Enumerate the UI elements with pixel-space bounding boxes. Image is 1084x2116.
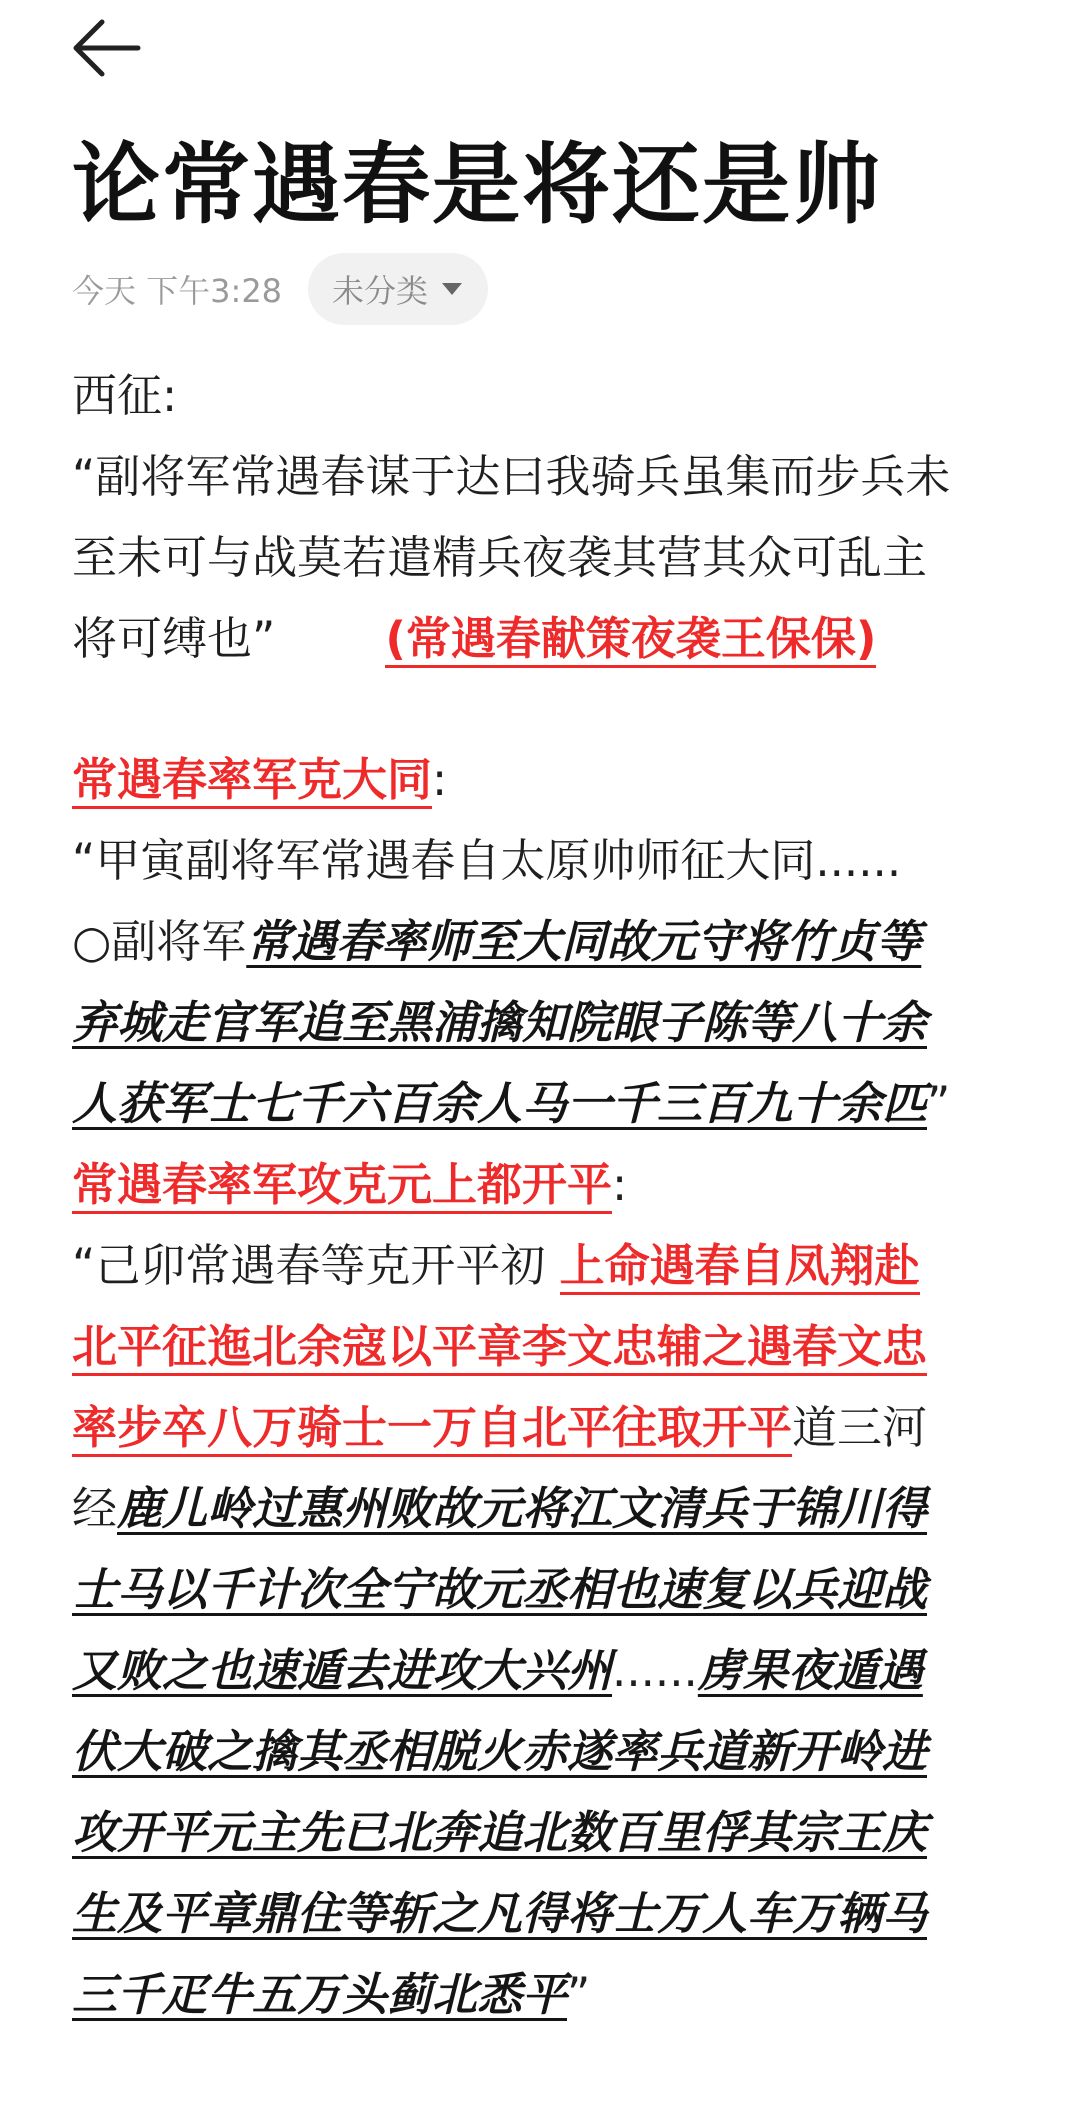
red-heading: 常遇春率军攻克元上都开平 <box>72 1158 612 1214</box>
body-line <box>72 1792 1022 1873</box>
quote-text: ” <box>927 1077 951 1130</box>
category-label: 未分类 <box>332 272 429 310</box>
red-highlight: 北平征迤北余寇以平章李文忠辅之遇春文忠 <box>72 1320 927 1376</box>
colon-text: : <box>432 753 448 806</box>
body-line <box>72 901 1022 982</box>
body-line <box>72 1468 1022 1549</box>
red-highlight: 上命遇春自凤翔赴 <box>560 1239 920 1295</box>
body-line <box>72 1063 1022 1144</box>
quote-text: “副将军常遇春谋于达曰我骑兵虽集而步兵未 <box>72 450 951 503</box>
note-body[interactable] <box>72 355 1022 2035</box>
triangle-down-icon <box>442 283 462 295</box>
body-line <box>72 982 1022 1063</box>
emphasis-text: 弃城走官军追至黑浦擒知院眼子陈等八十余 <box>72 996 928 1049</box>
section-heading: 西征: <box>72 369 178 422</box>
emphasis-text: 伏大破之擒其丞相脱火赤遂率兵道新开岭进 <box>72 1725 928 1778</box>
body-line <box>72 436 1022 517</box>
note-timestamp: 今天 下午3:28 <box>72 272 283 310</box>
red-heading: 常遇春率军克大同 <box>72 753 432 809</box>
quote-text: “己卯常遇春等克开平初 <box>72 1239 560 1292</box>
quote-text: ...... <box>612 1644 698 1697</box>
arrow-left-icon <box>68 14 148 82</box>
emphasis-text: 又败之也速遁去进攻大兴州 <box>72 1644 613 1697</box>
body-line <box>72 820 1022 901</box>
emphasis-text: 常遇春率师至大同故元守将竹贞等 <box>246 915 922 968</box>
emphasis-text: 生及平章鼎住等斩之凡得将士万人车万辆马 <box>72 1887 928 1940</box>
quote-text: 至未可与战莫若遣精兵夜袭其营其众可乱主 <box>72 531 928 584</box>
emphasis-text: 三千疋牛五万头蓟北悉平 <box>72 1968 568 2021</box>
body-line <box>72 598 1022 679</box>
body-line <box>72 517 1022 598</box>
red-annotation: (常遇春献策夜袭王保保) <box>385 612 876 668</box>
body-line <box>72 1387 1022 1468</box>
emphasis-text: 攻开平元主先已北奔追北数百里俘其宗王庆 <box>72 1806 928 1859</box>
category-dropdown[interactable] <box>308 253 488 325</box>
body-line <box>72 739 1022 820</box>
emphasis-text: 鹿儿岭过惠州败故元将江文清兵于锦川得 <box>117 1482 928 1535</box>
body-line <box>72 1144 1022 1225</box>
body-line <box>72 1630 1022 1711</box>
body-line <box>72 1873 1022 1954</box>
emphasis-text: 士马以千计次全宁故元丞相也速复以兵迎战 <box>72 1563 928 1616</box>
emphasis-text: 虏果夜遁遇 <box>697 1644 923 1697</box>
note-title: 论常遇春是将还是帅 <box>72 133 883 236</box>
blank-line <box>72 679 1022 739</box>
back-button[interactable] <box>68 14 148 82</box>
body-line <box>72 1225 1022 1306</box>
body-line <box>72 1954 1022 2035</box>
quote-text: ” <box>567 1968 591 2021</box>
body-line <box>72 1306 1022 1387</box>
quote-text: 将可缚也” <box>72 612 276 665</box>
body-line <box>72 1711 1022 1792</box>
body-line <box>72 355 1022 436</box>
top-bar <box>0 0 1084 100</box>
quote-text: ○副将军 <box>72 915 247 968</box>
note-meta <box>72 252 488 326</box>
red-highlight: 率步卒八万骑士一万自北平往取开平 <box>72 1401 792 1457</box>
quote-text: “甲寅副将军常遇春自太原帅师征大同...... <box>72 834 902 887</box>
quote-text: 经 <box>72 1482 118 1535</box>
colon-text: : <box>612 1158 628 1211</box>
quote-text: 道三河 <box>792 1401 928 1454</box>
body-line <box>72 1549 1022 1630</box>
emphasis-text: 人获军士七千六百余人马一千三百九十余匹 <box>72 1077 928 1130</box>
